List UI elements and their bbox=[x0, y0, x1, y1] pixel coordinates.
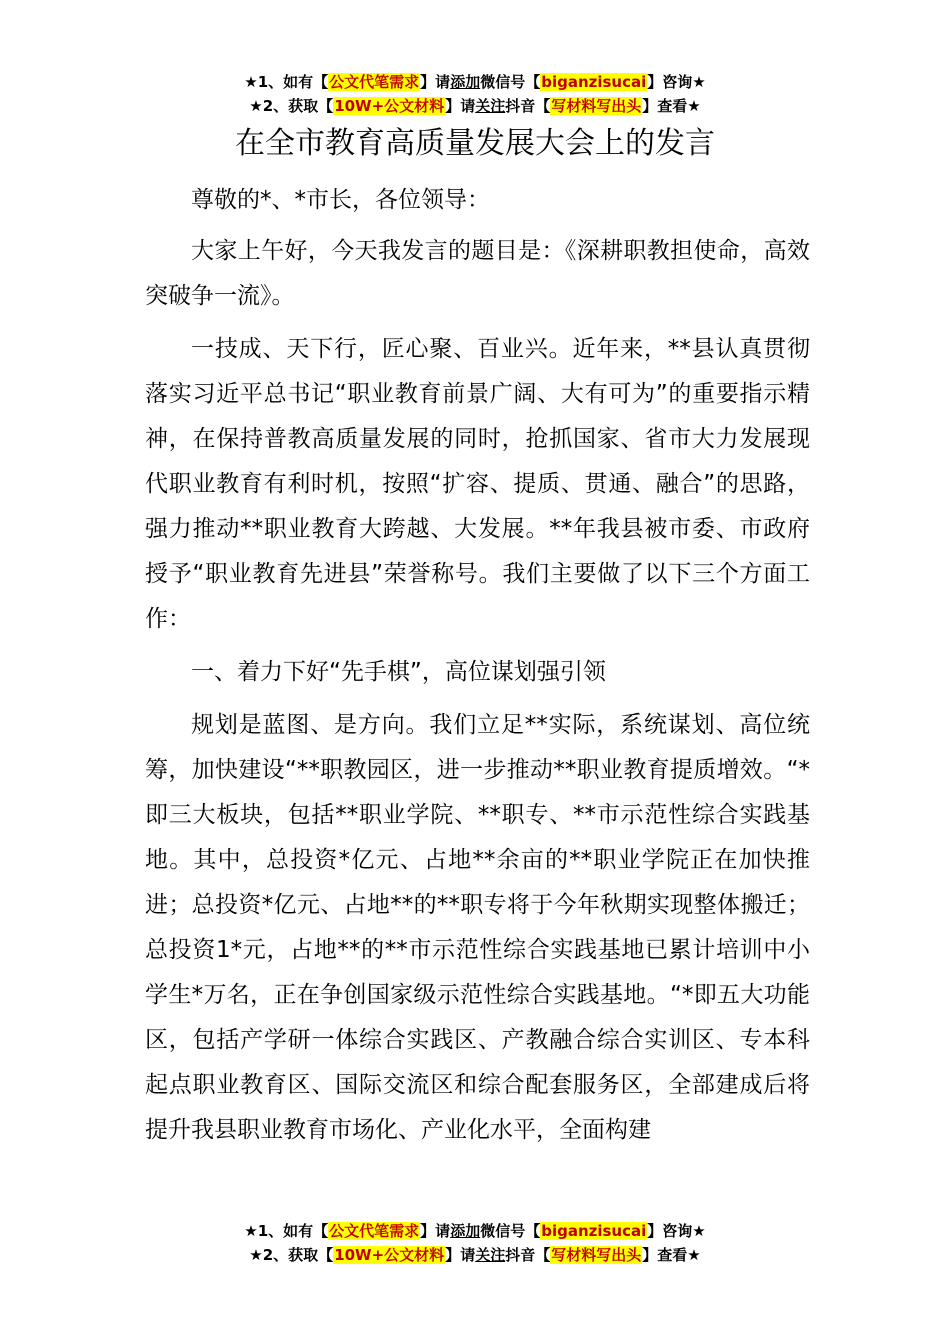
highlight-text: 公文代笔需求 bbox=[329, 1222, 420, 1240]
footer-banner-line-2: ★2、获取【10W+公文材料】请关注抖音【写材料写出头】查看★ bbox=[249, 1246, 701, 1264]
header-banner-line-1: ★1、如有【公文代笔需求】请添加微信号【biganzisucai】咨询★ bbox=[244, 73, 706, 91]
document-body bbox=[145, 178, 810, 1161]
paragraph: 规划是蓝图、是方向。我们立足**实际，系统谋划、高位统筹，加快建设“**职教园区，进一步推动**职业教育提质增效。“*即三大板块，包括**职业学院、**职专、**市示范性综合实践基地。其中，总投资*亿元、占地**余亩的**职业学院正在加快推进；总投资*亿元、占地**的**职专将于今年秋期实现整体搬迁；总投资1*元，占地**的**市示范性综合实践基地已累计培训中小学生*万名，正在争创国家级示范性综合实践基地。“*即五大功能区，包括产学研一体综合实践区、产教融合综合实训区、专本科起点职业教育区、国际交流区和综合配套服务区，全部建成后将提升我县职业教育市场化、产业化水平，全面构建 bbox=[145, 712, 810, 1143]
highlight-text: 10W+公文材料 bbox=[334, 1246, 445, 1264]
document-title: 在全市教育高质量发展大会上的发言 bbox=[235, 126, 715, 161]
paragraph: 一技成、天下行，匠心聚、百业兴。近年来，**县认真贯彻落实习近平总书记“职业教育前景广阔、大有可为”的重要指示精神，在保持普教高质量发展的同时，抢抓国家、省市大力发展现代职业教育有利时机，按照“扩容、提质、贯通、融合”的思路，强力推动**职业教育大跨越、大发展。**年我县被市委、市政府授予“职业教育先进县”荣誉称号。我们主要做了以下三个方面工作： bbox=[145, 336, 810, 632]
paragraph: 大家上午好，今天我发言的题目是：《深耕职教担使命，高效突破争一流》。 bbox=[145, 238, 810, 309]
header-banner-line-2: ★2、获取【10W+公文材料】请关注抖音【写材料写出头】查看★ bbox=[249, 97, 701, 115]
footer-banner bbox=[0, 1219, 950, 1267]
highlight-text: biganzisucai bbox=[541, 73, 647, 91]
highlight-text: biganzisucai bbox=[541, 1222, 647, 1240]
highlight-text: 写材料写出头 bbox=[551, 1246, 642, 1264]
header-banner bbox=[0, 70, 950, 118]
highlight-text: 公文代笔需求 bbox=[329, 73, 420, 91]
section-heading: 一、着力下好“先手棋”，高位谋划强引领 bbox=[191, 659, 606, 685]
highlight-text: 写材料写出头 bbox=[551, 97, 642, 115]
greeting: 尊敬的*、*市长，各位领导： bbox=[191, 187, 490, 213]
highlight-text: 10W+公文材料 bbox=[334, 97, 445, 115]
footer-banner-line-1: ★1、如有【公文代笔需求】请添加微信号【biganzisucai】咨询★ bbox=[244, 1222, 706, 1240]
